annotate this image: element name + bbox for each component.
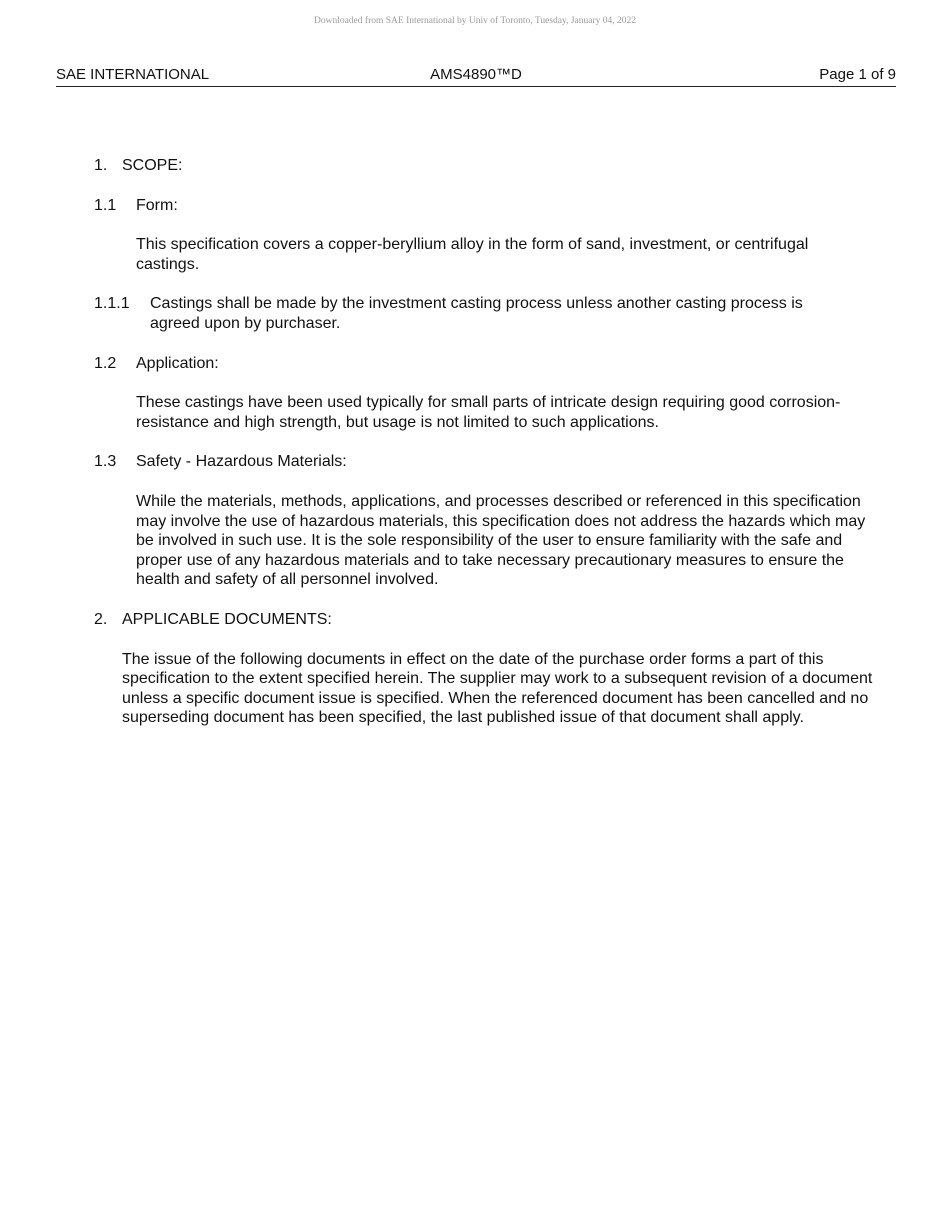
section-1-3-body: While the materials, methods, applications, and processes described or referenced in this specification may involve the use of hazardous materials, this specification does not address the hazards which may be involved in such use. It is the sole responsibility of the user to ensure familiarity with the safe and proper use of any hazardous materials and to take necessary precautionary measures to ensure the health and safety of all personnel involved. [136, 492, 866, 589]
section-number: 1.2 [94, 354, 117, 372]
section-title: SCOPE: [122, 157, 183, 174]
section-title: APPLICABLE DOCUMENTS: [122, 610, 332, 628]
section-number: 1.3 [94, 453, 117, 471]
section-text: Castings shall be made by the investment casting process unless another casting process is agreed upon by purchaser. [150, 295, 803, 332]
section-number: 1. [94, 157, 108, 174]
section-1-1-heading [94, 196, 874, 216]
download-watermark: Downloaded from SAE International by Univ of Toronto, Tuesday, January 04, 2022 [313, 16, 637, 26]
section-2-body: The issue of the following documents in effect on the date of the purchase order forms a part of this specification to the extent specified herein. The supplier may work to a subsequent revision of a document unless a specific document issue is specified. When the referenced document has been cancelled and no superseding document has been specified, the last published issue of that document shall apply. [122, 650, 873, 727]
publisher-name: SAE INTERNATIONAL [56, 66, 210, 83]
section-1-3-heading [94, 452, 874, 472]
section-title: Application: [136, 354, 219, 372]
section-number: 1.1.1 [94, 295, 130, 313]
section-number: 2. [94, 610, 108, 628]
section-title: Safety - Hazardous Materials: [136, 453, 347, 471]
page-number: Page 1 of 9 [819, 66, 896, 83]
document-number: AMS4890™D [430, 66, 522, 83]
section-1-heading [94, 156, 874, 176]
section-title: Form: [136, 196, 178, 214]
section-1-2-heading [94, 354, 874, 374]
section-1-1-1 [94, 294, 874, 333]
page-header [56, 66, 896, 87]
section-1-1-body: This specification covers a copper-beryllium alloy in the form of sand, investment, or centrifugal castings. [136, 236, 809, 273]
section-1-2-body: These castings have been used typically for small parts of intricate design requiring good corrosion-resistance and high strength, but usage is not limited to such applications. [136, 394, 841, 431]
section-number: 1.1 [94, 196, 117, 214]
section-2-heading [94, 610, 874, 630]
document-body [94, 156, 874, 748]
